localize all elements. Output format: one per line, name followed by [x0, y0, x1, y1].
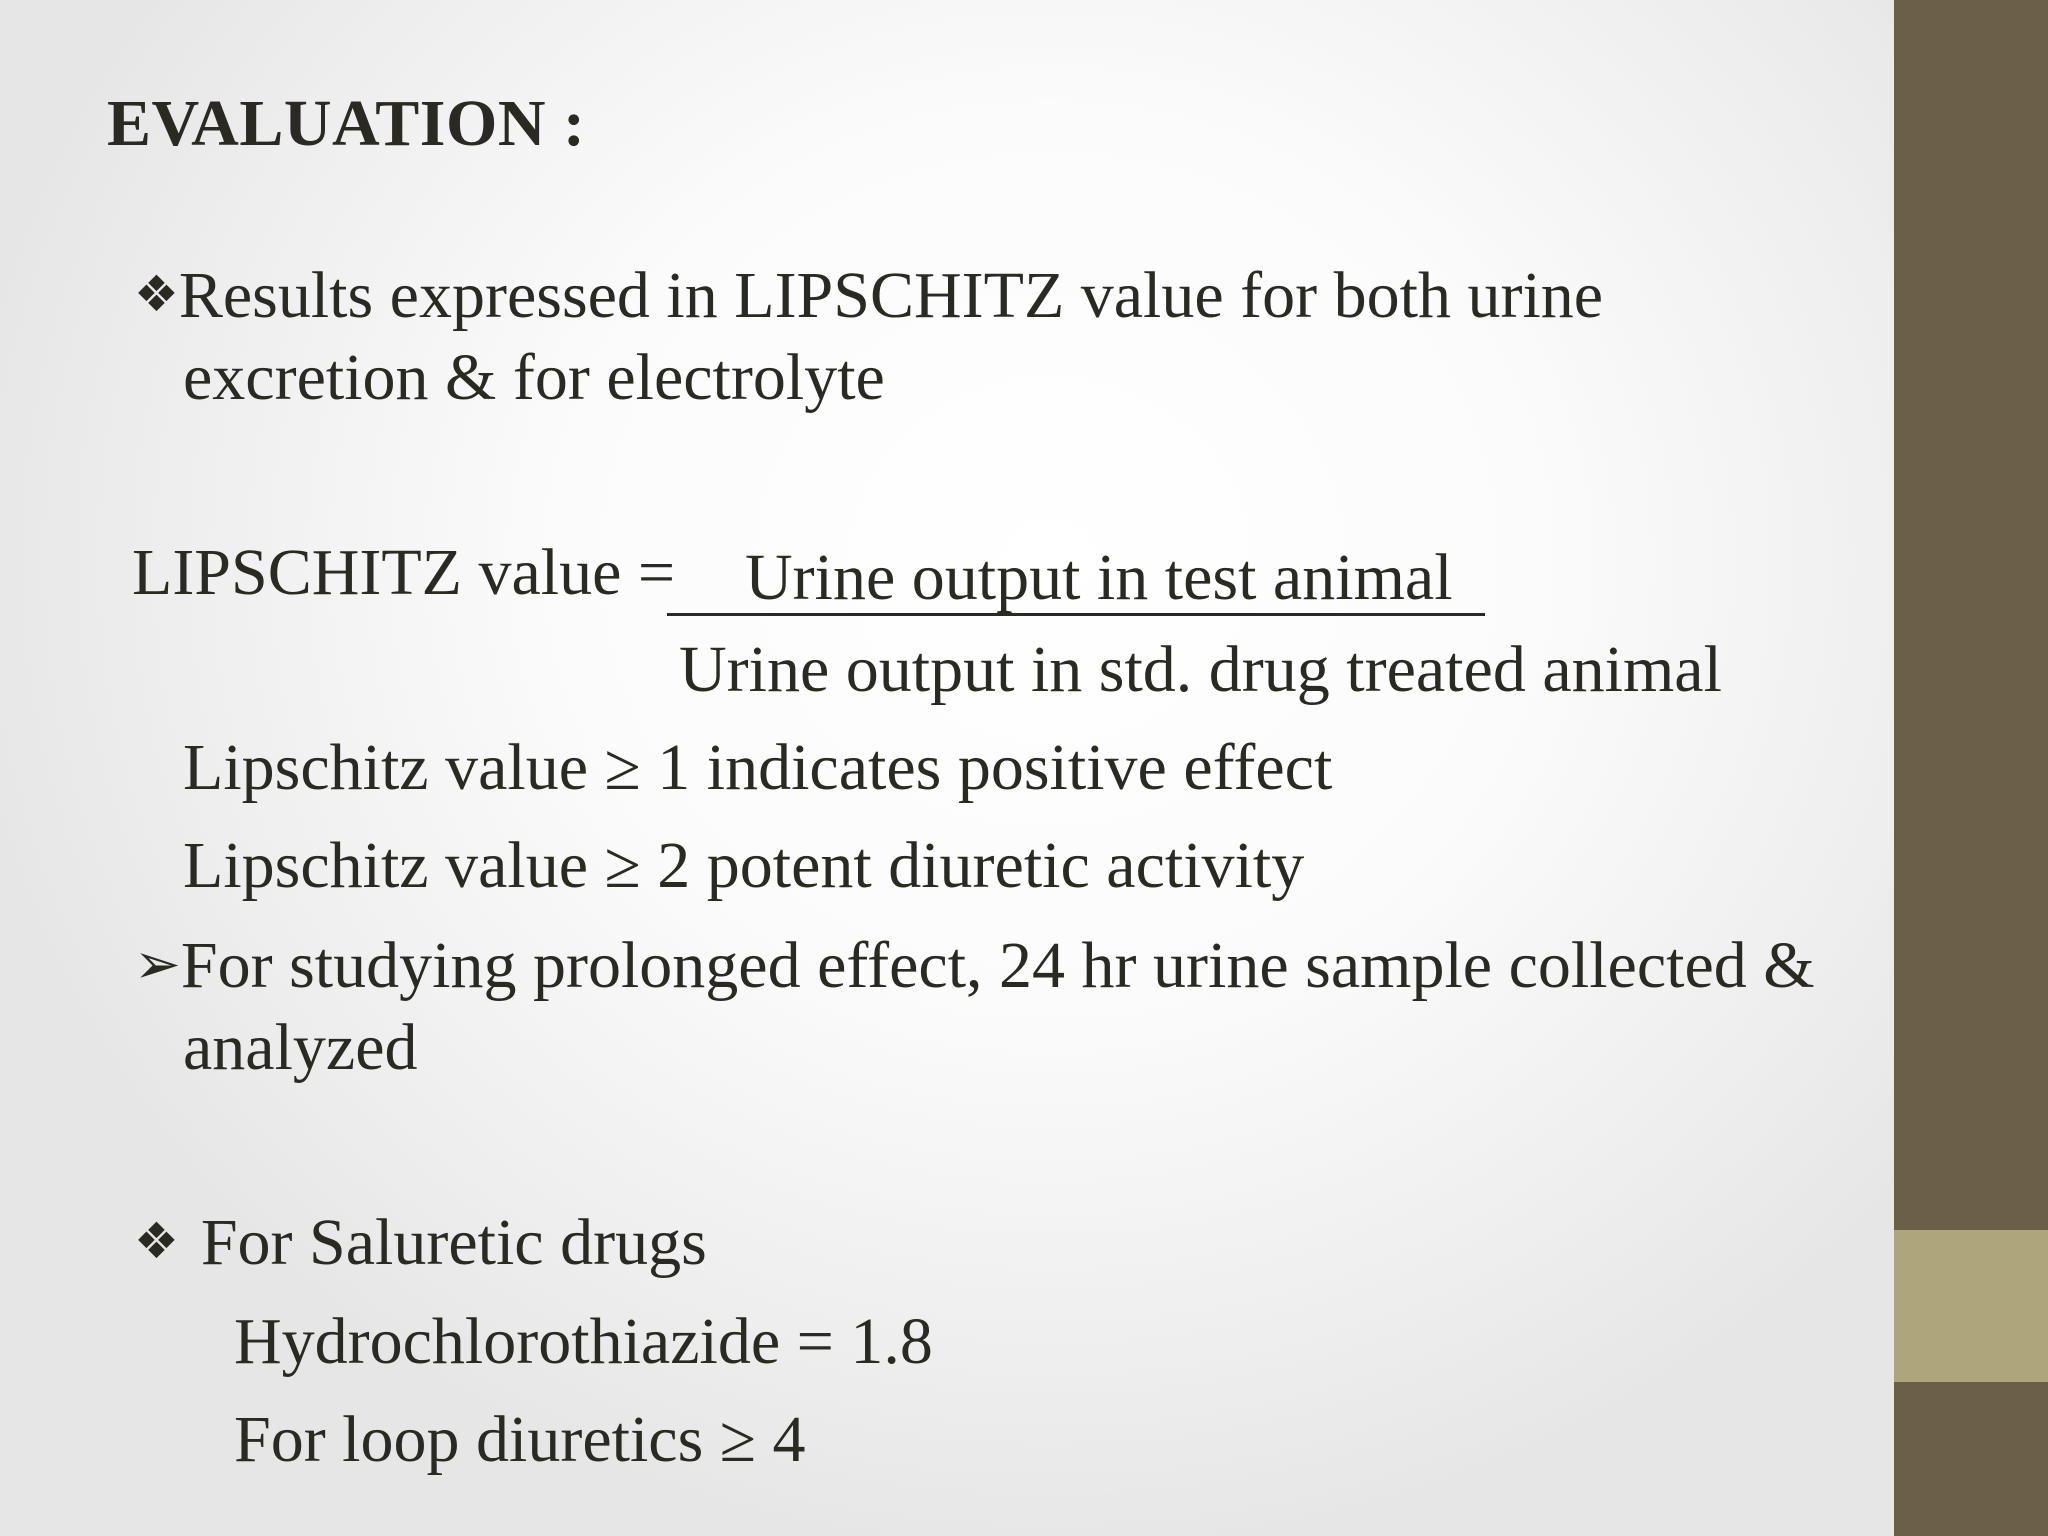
results-line-1: [134, 259, 1604, 332]
prolonged-effect-line-1: [134, 929, 1815, 1002]
fraction-bar: [667, 613, 1485, 616]
prolonged-text-1: For studying prolonged effect, 24 hr urine sample collected &: [180, 929, 1815, 1002]
decorative-sidebar: [1894, 0, 2048, 1536]
results-line-2: excretion & for electrolyte: [183, 341, 885, 414]
results-text-1: Results expressed in LIPSCHITZ value for both urine: [178, 259, 1604, 332]
hydrochlorothiazide-line: Hydrochlorothiazide = 1.8: [234, 1305, 933, 1378]
slide-title: EVALUATION :: [107, 87, 586, 160]
arrow-bullet-icon: ➢: [134, 932, 181, 997]
diamond-bullet-icon: ❖: [134, 265, 179, 323]
sidebar-segment-top: [1894, 0, 2048, 1230]
saluretic-heading-text: For Saluretic drugs: [200, 1206, 707, 1279]
positive-effect-line: Lipschitz value ≥ 1 indicates positive effect: [183, 731, 1333, 804]
potent-activity-line: Lipschitz value ≥ 2 potent diuretic activity: [183, 829, 1305, 902]
formula-denominator: Urine output in std. drug treated animal: [679, 633, 1722, 706]
saluretic-heading-line: [134, 1206, 707, 1279]
sidebar-segment-bottom: [1894, 1382, 2048, 1536]
formula-label: LIPSCHITZ value =: [132, 536, 676, 609]
prolonged-effect-line-2: analyzed: [183, 1011, 418, 1084]
formula-numerator: Urine output in test animal: [745, 541, 1453, 614]
sidebar-segment-accent: [1894, 1230, 2048, 1382]
loop-diuretics-line: For loop diuretics ≥ 4: [234, 1403, 806, 1476]
diamond-bullet-icon: ❖: [134, 1212, 179, 1270]
